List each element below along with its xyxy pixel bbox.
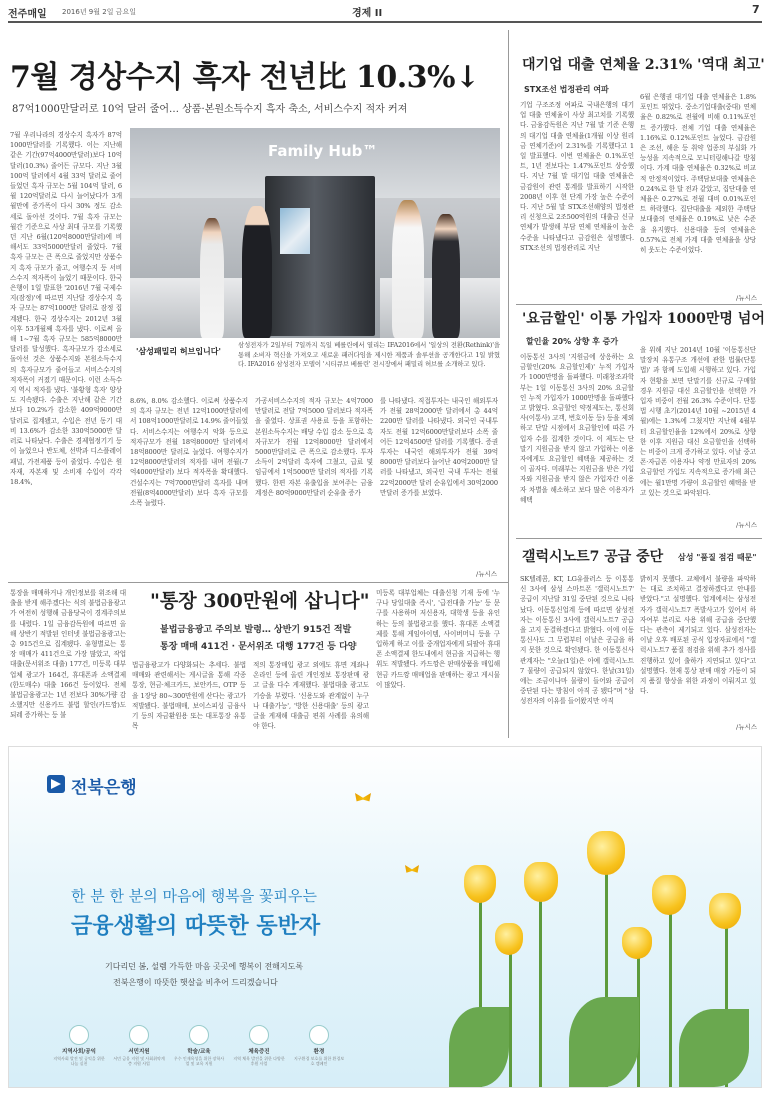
education-icon <box>189 1025 209 1045</box>
tulip-flower <box>622 927 652 959</box>
tulip-leaf <box>679 1009 749 1087</box>
tulip-stem <box>539 897 542 1087</box>
lead-column-1: 7월 우리나라의 경상수지 흑자가 87억1000만달러를 기록했다. 이는 지난해 같은 기간(97억4000만달러)보다 10억 달러(10.3%) 줄어든 규모다. 지난 3월 100억 달러에서 4월 33억 달러로 줄어들었던 흑자 규모는 5월 104억 달러, 6월 120억달러로 다시 늘어났다가 3개월만에 증가폭이 다시 30% 정도 감소세로 돌아선 것이다. 7월 흑자 규모는 월간 기준으로 사상 최대 규모를 기록했던 지난 6월(120억8000만달러)에 비해서도 33억5000만달러 줄었다. 7월 흑자 규모는 큰 폭으로 줄었지만 상품수지 흑자 규모가 줄고, 여행수지 등 서비스수지 적자폭이 늘었기 때문이다. 한국은행이 1일 발표한 '2016년 7월 국제수지(잠정)'에 따르면 지난달 경상수지 흑자 규모는 87억1000만 달러로 잠정 집계됐다. 한국 경상수지는 2012년 3월 이후 53개월째 흑자를 냈다. 이로써 올해 1~7월 흑자 규모는 585억8000만 달러를 달성했다. 흑자규모가 감소세로 돌아선 것은 상품수지와 본원소득수지의 흑자규모가 줄어들고 서비스수지의 적자폭이 커졌기 때문이다. 이런 소득수지 역시 적자를 냈다. '불황형 흑자' 양상도 지속됐다. 수출은 지난해 같은 기간보다 10.2%가 감소한 409억9000만 달러로 집계됐고, 수입은 전년 동기 대비 13.6%가 감소한 330억5000만 달러로 나타났다. 수출은 경제협정기기 등이 늘었으나 반도체, 선박과 디스플레이 패널, 가전제품 등이 줄었다. 수입은 원자재, 자본재 및 소비재 수입이 각각 18.4%, <box>10 131 122 486</box>
support-icon <box>129 1025 149 1045</box>
model-man <box>242 206 272 338</box>
right-mid-column-2: 을 위해 지난 2014년 10월 '이동통신단말장치 유통구조 개선에 관한 법률(단통법)' 과 함께 도입해 시행하고 있다. 가입자 현황을 보면 단말기를 신규로 구매할 경우 지원금 대신 요금할인을 선택한 가입자 비중이 전월 26.3% 수준이다. 단통법 시행 초기(2014년 10월 ~2015년 4월)에는 1.3%에 그쳤지만 지난해 4월부터 요금할인율을 12%에서 20%로 상향한 이후 지원금 대신 요금할인을 선택하는 비중이 크게 증가하고 있다. 이날 중고폰·자급폰 이용자나 약정 만료자의 20% 요금할인 가입도 지속적으로 증가해 최근에는 월1만명 가량이 요금할인 혜택을 받고 있는 것으로 파악된다. <box>640 346 756 497</box>
right-top-column-2: 6월 은행권 대기업 대출 연체율은 1.8%포인트 뛰었다. 중소기업대출(중대) 연체율은 0.82%로 전월에 비해 0.11%포인트 증가했다. 전체 기업 대출 연체율은 1.16%로 0.12%포인트 늘었다. 금감원은 조선, 해운 등 취약 업종의 부실화 가능성을 지속적으로 모니터링해나갈 방침이다. 가계 대출 연체율은 0.32%로 비교적 안정적이었다. 주택담보대출 연체율은 0.24%로 한 달 전과 같았고, 집단대출 연체율은 0.27%로 전월 대비 0.01%포인트 하락했다. 집단대출을 제외한 주택담보대출의 연체율은 0.19%로 낮은 수준을 유지했다. 신용대출 등의 연체율은 0.57%로 전체 가계 대출 연체율을 상당히 웃도는 수준이었다. <box>640 93 756 255</box>
tulip-stem <box>509 947 512 1087</box>
right-mid-headline: '요금할인' 이통 가입자 1000만명 넘어 <box>522 311 765 327</box>
masthead-paper-name: 전주매일 <box>8 9 47 20</box>
lead-photo <box>130 128 500 338</box>
icon-sublabel: 지구환경 보호를 위한 환경보호 캠페인 <box>293 1056 345 1066</box>
lead-headline: 7월 경상수지 흑자 전년比 10.3%↓ <box>10 60 480 95</box>
bank-advertisement <box>8 746 762 1088</box>
ad-description-1: 기다리던 봄, 설렘 가득한 마음 곳곳에 행복이 전해지도록 <box>105 962 304 971</box>
icon-label: 체육증진 <box>248 1049 270 1055</box>
butterfly-icon <box>405 865 419 876</box>
bottom-column-3: 적의 통장매입 광고 외에도 휴면 계좌나 온라인 등에 올린 개인정보 통장판매 광고 글을 다수 게재했다. 불법대출 광고도 기승을 부렸다. '신용도와 관계없이 누구나 대출가능', '방한 신용대출' 등의 광고글을 게재해 대출금 편취 사례를 유의해야 한다. <box>253 661 369 731</box>
ad-tagline-1: 한 분 한 분의 마음에 행복을 꽃피우는 <box>71 887 317 905</box>
lead-column-2: 8.6%, 8.0% 감소했다. 이로써 상품수지의 흑자 규모는 전년 12억1000만달러에서 108억1000만달러로 14.9% 줄어들었다. 서비스수지는 여행수지 악화 등으로 적자규모가 전월 18억8000만 달러에서 18억8000만 달러로 늘었다. 여행수지가 12억8000만달러의 적자를 내며 전월(-7억4000만달러) 보다 적자폭을 확대했다. 건설수지는 7억7000만달러 흑자를 내며 전월(8억4000만달러) 보다 흑자 규모를 소폭 늘렸다. <box>130 397 248 508</box>
tulip-flower <box>464 865 496 903</box>
model-woman-left <box>200 218 224 338</box>
bottom-headline: "통장 300만원에 삽니다" <box>150 590 370 612</box>
photo-caption: 삼성전자가 2일부터 7일까지 독일 베를린에서 열리는 IFA2016에서 '일상의 전환(Rethink)'을 통해 소비자 혁신을 가져오고 새로운 패러다임을 제시한 제품과 솔루션을 공개한다고 1일 밝혔다. IFA2016 삼성전자 모델이 '시티큐브 베를린' 전시장에서 패밀리 허브를 소개하고 있다. <box>238 341 500 369</box>
bottom-column-2: 법금융광고가 다양화되는 추세다. 불법매매와 관련해서는 게시글을 통해 각종 통장, 현금·체크카드, 보안카드, OTP 등을 1장당 80~300만원에 산다는 광고가 적발됐다. 불법매매, 보이스피싱 금융사기 등의 자금환원용 또는 대포통장 유통목 <box>132 661 246 731</box>
environment-icon-item <box>289 1025 349 1075</box>
icon-sublabel: 지역 체육 발전을 위한 다양한 후원 사업 <box>233 1056 285 1066</box>
environment-icon <box>309 1025 329 1045</box>
right-mid-byline: /뉴시스 <box>736 521 758 529</box>
icon-label: 서민지원 <box>128 1049 150 1055</box>
icon-sublabel: 우수 인재육성을 위한 장학사업 및 교육 지원 <box>173 1056 225 1066</box>
right-low-column-2: 밝히지 못했다. 교체에서 불량을 파악하는 대로 조치하고 결정하겠다고 안내를 받았다."고 설명했다. 업계에서는 삼성전자가 갤럭시노트7 폭발사고가 있어서 하자여부 분리로 사용 위해 공급을 중단했다는 관측이 제기되고 있다. 삼성전자는 이날 오후 배포된 공식 입장자료에서 "갤럭시노트7 품질 점검을 위해 추가 정사를 진행하고 있어 출하가 지연되고 있다"고 설명했다. 현재 통상 판매 매장 가동이 되지 품질 향상을 위한 과정이 이뤄지고 있다. <box>640 575 756 696</box>
column-divider <box>508 30 509 738</box>
icon-label: 학술/교육 <box>187 1049 211 1055</box>
tulip-stem <box>669 907 672 1087</box>
right-top-headline: 대기업 대출 연체율 2.31% '역대 최고' <box>522 57 765 73</box>
bank-name: 전북은행 <box>71 778 137 798</box>
right-mid-column-1: 이동통신 3사의 '지원금에 상응하는 요금할인(20% 요금할인제)' 누적 가입자가 1000만명을 돌파했다. 미래창조과학부는 1일 이동통신 3사의 20% 요금할인 누적 가입자가 1000만명을 돌파했다고 밝혔다. 요금할인 약정제도는, 통신회사(이통사) 고객, 번호이동 등) 등을 제외하고 단말 시점에서 요금할인에 따른 가입자 수를 집계한 것이다. 이 제도는 단말기 지원금을 받지 않고 가입하는 이용자에게도 요금할인 혜택을 제공하는 것이 골자다. 미래부는 지원금을 받은 가입자와 지원금을 받지 않은 가입자간 이용자 차별을 해소하고 보다 많은 이용자가 혜택 <box>520 353 634 504</box>
bottom-column-4: 미등록 대부업체는 대출신청 기재 등에 '누구나 당일대출 즉시', '급전대출 가능' 등 문구를 사용하며 저신용자, 대학생 등을 유인하는 등의 불법광고를 했다. 휴대폰 소액결제를 통해 게임아이템, 사이버머니 등을 구입하게 하고 이를 중개업자에게 되팔아 휴대폰 소액결제 한도내에서 현금을 지급하는 행위도 적발됐다. 카드깡은 판매상품을 매입해 현금 카드깡 매매업을 판매하는 광고 게시물이 많았다. <box>376 589 500 689</box>
bottom-story-rule <box>8 582 508 583</box>
lead-column-3: 가공서비스수지의 적자 규모는 4억7000만달러로 전달 7억5000 달러보다 적자폭을 줄였다. 상표권 사용료 등을 포함하는 본원소득수지는 배당 수입 감소 등으로 흑자규모가 전월 12억8000만 달러에서 5000만달러로 큰 폭으로 감소했다. 투자소득이 2억달러 흑자에 그쳤고, 급료 및 임금에서 1억5000만 달러의 적자를 기록했다. 한편 자본 유출입을 보여주는 금융계정은 80억9000만달러 순유출 증가 <box>255 397 373 497</box>
right-rule-2 <box>516 538 762 539</box>
tulip-flower <box>495 923 523 955</box>
tulip-leaf <box>569 997 639 1087</box>
right-mid-subhead: 할인율 20% 상향 후 증가 <box>526 337 619 346</box>
right-low-tag: 삼성 "품질 점검 때문" <box>678 553 757 562</box>
bottom-column-1: 통장을 매매하거나 개인정보를 위조해 대출을 받게 해주겠다는 식의 불법금융광고가 여전히 성행해 금융당국이 경계주의보를 내렸다. 1일 금융감독원에 따르면 올해 상반기 적발된 인터넷 불법금융광고는 총 915건으로 집계됐다. 유형별로는 통장 매매가 411건으로 가장 많았고, 작업대출(문서위조 대출) 177건, 미등록 대부업체 광고가 164건, 휴대폰과 소액결제(한도매수) 대출 166건 등이었다. 전체 불법금융광고는 1년 전보다 30%가량 감소했지만 신용카드 불법 할인(카드깡)도 되레 증가하는 등 불 <box>10 589 126 720</box>
ad-icon-row <box>49 1025 349 1075</box>
tulip-flower <box>652 875 686 915</box>
butterfly-icon <box>355 793 371 805</box>
tulip-flower <box>587 831 625 875</box>
fridge-screen <box>280 208 310 254</box>
model-woman-center <box>392 200 424 338</box>
right-rule-1 <box>516 304 762 305</box>
bank-logo-icon <box>47 775 65 793</box>
right-low-column-1: SK텔레콤, KT, LG유플러스 등 이통통신 3사에 삼성 스마트폰 '갤럭시노트7' 공급이 지난달 31일 중단된 것으로 나타났다. 이동통신업계 등에 따르면 삼성전자는 이동통신 3사에 갤럭시노트7 공급을 고지 동결하겠다고 밝혔다. 이에 이동통신사도 그 무렵부터 이날은 공급을 하지 못한 것으로 확인됐다. 한 이동통신사 관계자는 "오늘(1일)은 아예 갤럭시노트7 물량이 공급되지 않았다. 한날(31일)에는 조금이나마 물량이 들어와 공급이 중단된 다는 방침이 아직 공 됐다"며 "삼성전자의 이유를 들어왔지만 아직 <box>520 575 634 706</box>
lead-byline: /뉴시스 <box>476 570 498 578</box>
tulip-flower <box>709 893 741 929</box>
header-rule <box>8 21 762 23</box>
display-shelf-left <box>130 278 260 338</box>
right-low-headline: 갤럭시노트7 공급 중단 <box>522 549 664 565</box>
ad-tagline-2: 금융생활의 따뜻한 동반자 <box>71 914 321 939</box>
photo-caption-title: '삼성패밀리 허브입니다' <box>136 347 221 356</box>
right-top-column-1: 기업 구조조정 여파로 국내은행의 대기업 대출 연체율이 사상 최고치를 기록했다. 금융감독원은 지난 7월 말 기준 은행의 대기업 대출 연체율(1개월 이상 원리금 연체기준)이 2.31%를 기록했다고 1일 발표했다. 이번 연체율은 0.1%포인트, 1년 전보다는 1.47%포인트 상승했다. 지난 7월 말 대기업 대출 연체율은 금감원이 관련 통계를 발표하기 시작한 2008년 이후 현 단계 가장 높은 수준이다. 지난 5월 말 STX조선해양의 법정관리 신청으로 2조500억원의 대출금 신규연체가 발생해 부담 연체 연체율이 높은 수준을 나타냈다고 금감원은 설명했다. STX조선의 법정관리로 지난 <box>520 101 634 252</box>
lead-subhead: 87억1000만달러로 10억 달러 줄어… 상품·본원소득수지 흑자 축소, 서비스수지 적자 커져 <box>12 104 408 115</box>
icon-label: 환경 <box>313 1049 325 1055</box>
community-icon <box>69 1025 89 1045</box>
lead-column-4: 를 나타냈다. 직접투자는 내국인 해외투자가 전월 28억2000만 달러에서 총 44억 2200만 달러를 나타냈다. 외국인 국내투자도 전월 12억6000만달러보다 소폭 줄어든 12억4500만 달러를 기록했다. 증권투자는 내국인 해외투자가 전월 39억8000만 달러보다 늘어난 40억2000만 달러를 나타냈고, 외국인 국내 투자는 전월 22억2000만 달러 순유입에서 30억2000만달러 증가를 보였다. <box>380 397 498 497</box>
support-icon-item <box>109 1025 169 1075</box>
page-number: 7 <box>752 3 760 16</box>
icon-sublabel: 지역사회 발전 및 공익을 위한 나눔 실천 <box>53 1056 105 1066</box>
right-top-subhead: STX조선 법정관리 여파 <box>524 85 609 94</box>
ad-description-2: 전북은행이 따뜻한 햇살을 비추어 드리겠습니다 <box>113 978 278 987</box>
tulip-flower <box>524 862 558 902</box>
icon-sublabel: 서민 금융 지원 및 사회취약계층 지원 사업 <box>113 1056 165 1066</box>
section-label: 경제 II <box>352 8 383 19</box>
family-hub-sign: Family Hub™ <box>268 142 378 160</box>
model-woman-right <box>432 214 460 338</box>
masthead-date: 2016년 9월 2일 금요일 <box>62 8 136 16</box>
refrigerator <box>265 176 375 336</box>
right-top-byline: /뉴시스 <box>736 294 758 302</box>
community-icon-item <box>49 1025 109 1075</box>
bottom-subhead-1: 불법금융광고 주의보 발령… 상반기 915건 적발 <box>160 625 352 635</box>
sports-icon <box>249 1025 269 1045</box>
bottom-subhead-2: 통장 매매 411건 · 문서위조 대행 177건 등 다양 <box>160 642 357 652</box>
education-icon-item <box>169 1025 229 1075</box>
tulip-leaf <box>449 1007 509 1087</box>
right-low-byline: /뉴시스 <box>736 723 758 731</box>
icon-label: 지역사회/공익 <box>62 1049 96 1055</box>
sports-icon-item <box>229 1025 289 1075</box>
